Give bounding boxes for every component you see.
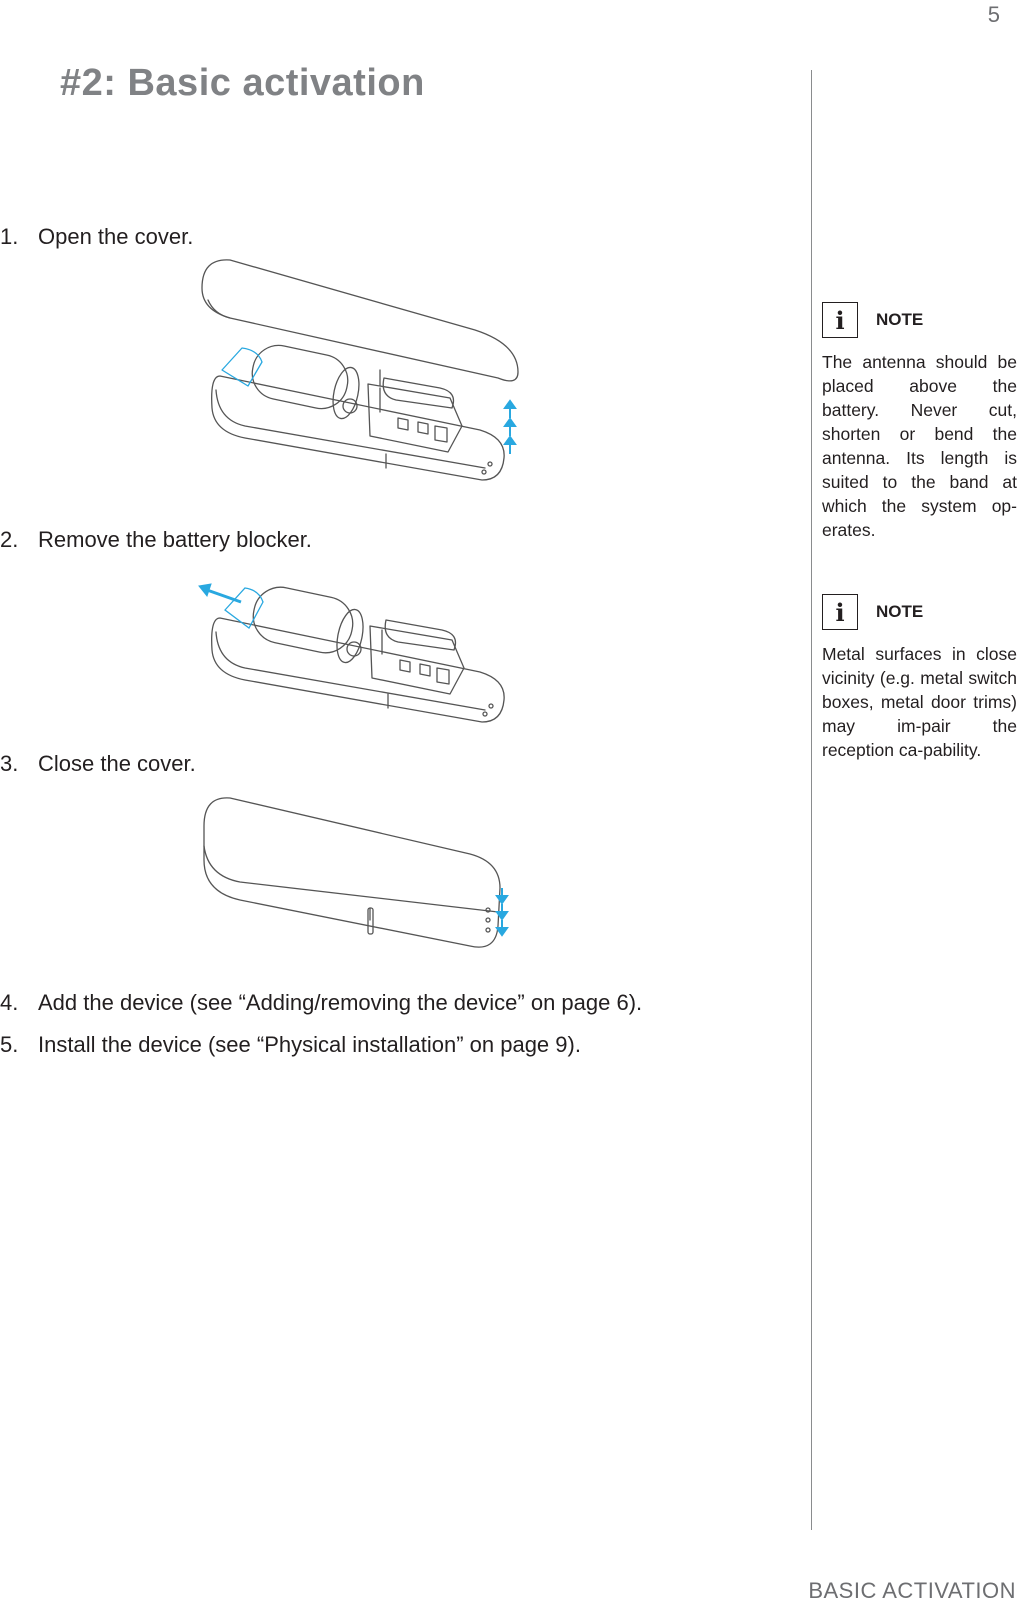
step-1: [0, 224, 193, 250]
step-text: Open the cover.: [38, 224, 194, 249]
closed-device: [204, 798, 500, 947]
pull-arrow: [199, 584, 241, 602]
step-number: 4.: [0, 990, 19, 1015]
illustration-close-cover: [200, 796, 530, 976]
step-text: Close the cover.: [38, 751, 196, 776]
note-antenna: [822, 300, 1017, 542]
note-title: NOTE: [876, 602, 924, 621]
note-metal-surfaces: [822, 592, 1017, 762]
step-3: [0, 751, 196, 777]
note-text: Metal surfaces in close vicinity (e.g. metal switch boxes, metal door trims) may im-pair the reception ca-pability.: [822, 644, 1017, 760]
note-text: The antenna should be placed above the battery. Never cut, shorten or bend the antenna. Its length is suited to the band at which the system op-erates.: [822, 352, 1017, 540]
step-number: 2.: [0, 527, 19, 552]
step-text: Install the device (see “Physical installation” on page 9).: [38, 1032, 581, 1057]
page-number: 5: [987, 2, 1000, 27]
circuit-board: [370, 626, 464, 694]
step-4: [0, 990, 642, 1016]
battery-blocker: [225, 588, 263, 628]
battery: [248, 582, 357, 658]
step-text: Remove the battery blocker.: [38, 527, 312, 552]
cover-lid: [202, 260, 518, 381]
circuit-board: [368, 384, 462, 452]
step-2: [0, 527, 312, 553]
lift-arrows: [505, 401, 515, 454]
step-text: Add the device (see “Adding/removing the device” on page 6).: [38, 990, 643, 1015]
column-divider: [811, 70, 812, 1530]
illustration-remove-blocker: [195, 570, 525, 750]
page-title: #2: Basic activation: [60, 62, 425, 104]
note-title: NOTE: [876, 310, 924, 329]
step-number: 1.: [0, 224, 19, 249]
footer-section-label: BASIC ACTIVATION: [808, 1578, 1016, 1603]
step-5: [0, 1032, 581, 1058]
step-number: 3.: [0, 751, 19, 776]
step-number: 5.: [0, 1032, 19, 1057]
info-icon: i: [822, 302, 858, 338]
press-arrows: [497, 888, 507, 935]
battery: [247, 341, 352, 414]
info-icon: i: [822, 594, 858, 630]
illustration-open-cover: [200, 258, 530, 498]
